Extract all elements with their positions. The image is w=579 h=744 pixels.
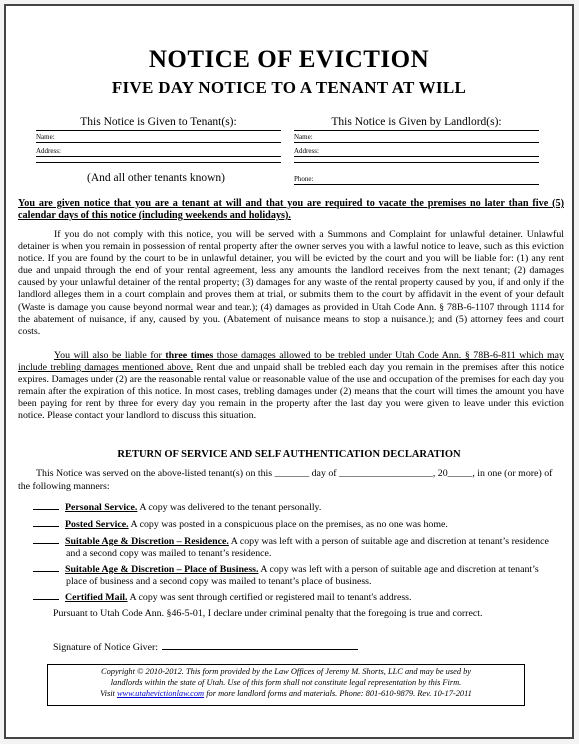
option-label: Posted Service.	[65, 519, 129, 530]
option-text: A copy was left with a person of suitable age and discretion at tenant’s residence and a second copy was mailed to tenant’s residence.	[66, 536, 549, 560]
landlord-name-label: Name:	[294, 133, 313, 141]
option-text: A copy was sent through certified or registered mail to tenant's address.	[127, 592, 412, 603]
option-personal-service	[33, 500, 553, 514]
document-page	[4, 4, 574, 739]
option-certified-mail	[33, 590, 553, 604]
document-subtitle: FIVE DAY NOTICE TO A TENANT AT WILL	[111, 78, 467, 97]
option-checkline[interactable]	[33, 500, 59, 510]
landlord-name-field[interactable]	[294, 132, 539, 143]
copyright-footer	[47, 664, 525, 706]
option-suitable-age-residence	[33, 534, 553, 560]
unlawful-detainer-paragraph: If you do not comply with this notice, you will be served with a Summons and Complaint for unlawful detainer. Unlawful detainer is when you remain in possession of rental property after the owner serves you with a lawful notice to leave, such as this eviction notice. If you are found by the court to be in unlawful detainer, you will be evicted by the court and you will be liable for: (1) any rent due and unpaid through the end of your rental agreement, less any amounts the landlord receives from the next tenant; (2) damages caused by your unlawful detainer of the rental property; (3) damages for any waste of the rental property caused by you, if and only if the landlord alleges them in a court complain and proves them at trial, or submits them to the court by affidavit in the event of your default (Waste is damage you cause beyond normal wear and tear.); (4) damages as provided in Utah Code Ann. § 78B-6-1107 through 1114 for the abatement of nuisance, if any, caused by you. (Abatement of nuisance means to stop a nuisance.); and (5) attorney fees and court costs.	[18, 229, 564, 337]
option-label: Personal Service.	[65, 502, 138, 513]
served-on-text: This Notice was served on the above-listed tenant(s) on this _______ day of ___________________, 20_____, in one (or more) of the following manners:	[18, 468, 553, 492]
footer-line1: Copyright © 2010-2012. This form provided by the Law Offices of Jeremy M. Shorts, LLC and may be used by	[100, 667, 472, 676]
treble-u1: You will also be liable for	[54, 350, 166, 361]
landlord-heading: This Notice is Given by Landlord(s):	[331, 116, 502, 128]
declaration-text: Pursuant to Utah Code Ann. §46-5-01, I declare under criminal penalty that the foregoing is true and correct.	[53, 608, 483, 619]
tenant-heading: This Notice is Given to Tenant(s):	[80, 116, 237, 128]
footer-visit: Visit	[100, 688, 117, 698]
tenant-address-label: Address:	[36, 147, 61, 155]
option-checkline[interactable]	[33, 562, 59, 572]
option-checkline[interactable]	[33, 534, 59, 544]
footer-contact: for more landlord forms and materials. Phone: 801-610-9879. Rev. 10-17-2011	[204, 688, 472, 698]
option-text: A copy was left with a person of suitable age and discretion at tenant’s place of business and a second copy was mailed to tenant’s place of business.	[66, 564, 539, 588]
landlord-address-line2[interactable]	[294, 161, 539, 163]
option-label: Suitable Age & Discretion – Place of Business.	[65, 564, 259, 575]
signature-line[interactable]	[162, 640, 358, 650]
treble-u2: those damages allowed to be trebled under Utah Code Ann. § 78B-6-811 which may include trebling damages mentioned above.	[18, 350, 564, 374]
landlord-address-label: Address:	[294, 147, 319, 155]
vacate-notice: You are given notice that you are a tenant at will and that you are required to vacate the premises no later than five (5) calendar days of this notice (including weekends and holidays).	[18, 198, 564, 222]
return-of-service-heading: RETURN OF SERVICE AND SELF AUTHENTICATION DECLARATION	[117, 449, 461, 460]
option-suitable-age-business	[33, 562, 553, 588]
option-checkline[interactable]	[33, 590, 59, 600]
tenant-name-field[interactable]	[36, 132, 281, 143]
treble-rest: Rent due and unpaid shall be trebled each day you remain in the premises after this notice expires. Damages under (2) are the reasonable rental value or reasonable value of the use and occupation of the premises for each day you remain after the expiration of this notice. In most cases, trebling damages under (2) means that the court will times the amount you have been paying for rent by three for every day you remain in the property after the last day you were given to leave under this eviction notice. Please contact your landlord to discuss this situation.	[18, 362, 565, 422]
landlord-heading-rule	[294, 129, 539, 131]
treble-damages-paragraph	[18, 350, 564, 423]
landlord-address-field[interactable]	[294, 146, 539, 157]
other-tenants-note: (And all other tenants known)	[87, 172, 225, 184]
option-text: A copy was delivered to the tenant personally.	[137, 502, 322, 513]
option-text: A copy was posted in a conspicuous place on the premises, as no one was home.	[128, 519, 448, 530]
footer-line2: landlords within the state of Utah. Use of this form shall not constitute legal representation by this Firm.	[110, 677, 462, 687]
option-checkline[interactable]	[33, 517, 59, 527]
signature-label: Signature of Notice Giver:	[53, 642, 159, 653]
document-title: NOTICE OF EVICTION	[148, 46, 430, 73]
footer-line3	[48, 689, 524, 700]
tenant-address-field[interactable]	[36, 146, 281, 157]
treble-three-times: three times	[165, 350, 214, 361]
tenant-heading-rule	[36, 129, 281, 131]
landlord-phone-label: Phone:	[294, 175, 314, 183]
landlord-phone-field[interactable]	[294, 174, 539, 185]
website-link[interactable]: www.utahevictionlaw.com	[116, 688, 205, 698]
tenant-name-label: Name:	[36, 133, 55, 141]
option-label: Suitable Age & Discretion – Residence.	[65, 536, 229, 547]
signature-row	[53, 640, 358, 653]
tenant-address-line2[interactable]	[36, 161, 281, 163]
option-label: Certified Mail.	[65, 592, 128, 603]
option-posted-service	[33, 517, 553, 531]
